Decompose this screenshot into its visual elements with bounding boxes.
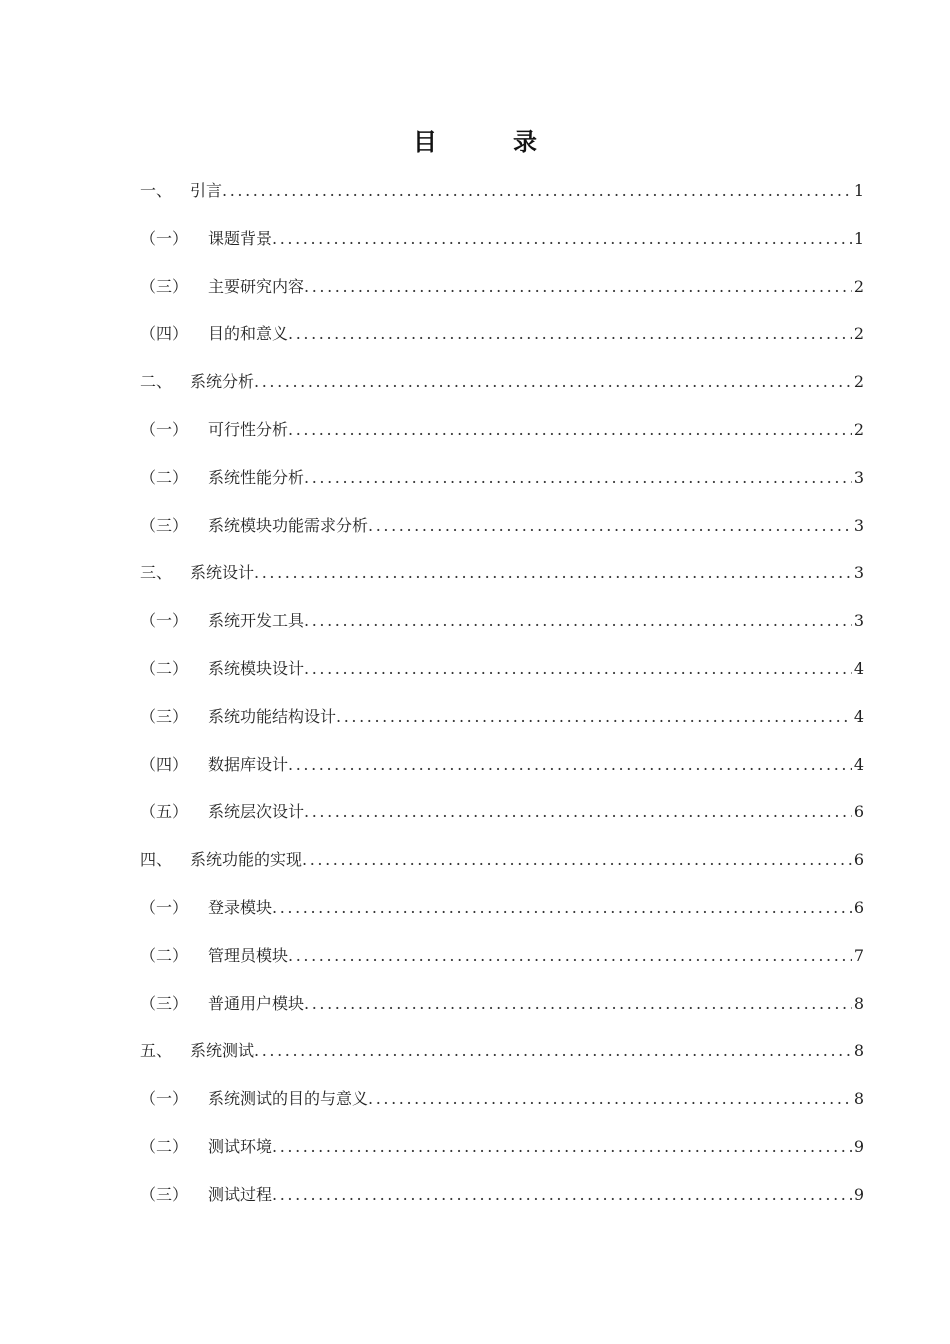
toc-entry-title: 测试环境 (208, 1136, 273, 1156)
toc-page-number: 6 (853, 897, 864, 917)
toc-entry-number: 四、 (140, 850, 173, 870)
toc-page-number: 4 (853, 754, 864, 774)
toc-entry-title: 引言 (190, 181, 223, 200)
toc-entry-testing-environment[interactable] (140, 1132, 864, 1180)
toc-page-number: 3 (853, 563, 864, 583)
toc-dot-leader (288, 415, 852, 445)
toc-page-number: 6 (853, 802, 864, 822)
toc-entry-title: 系统测试 (190, 1041, 255, 1061)
toc-dot-leader (304, 797, 852, 827)
toc-entry-number: （三） (140, 515, 189, 535)
toc-entry-title: 数据库设计 (208, 754, 289, 774)
toc-entry-requirements[interactable] (140, 511, 864, 559)
toc-entry-number: （一） (140, 228, 189, 248)
toc-entry-intro[interactable] (140, 176, 864, 224)
toc-entry-number: （五） (140, 802, 189, 822)
toc-entry-system-analysis[interactable] (140, 367, 864, 415)
toc-entry-system-design[interactable] (140, 558, 864, 606)
toc-entry-title: 目的和意义 (208, 324, 289, 344)
toc-dot-leader (272, 893, 852, 923)
toc-page-number: 2 (853, 324, 864, 344)
toc-dot-leader (254, 367, 852, 397)
toc-dot-leader (254, 1036, 852, 1066)
toc-entry-title: 管理员模块 (208, 945, 289, 965)
toc-page-number: 1 (853, 181, 864, 200)
toc-entry-purpose[interactable] (140, 319, 864, 367)
toc-entry-title: 可行性分析 (208, 419, 289, 439)
toc-page-number: 8 (853, 993, 864, 1013)
toc-page-number: 4 (853, 658, 864, 678)
toc-dot-leader (304, 654, 852, 684)
toc-entry-background[interactable] (140, 224, 864, 272)
toc-entry-system-testing[interactable] (140, 1036, 864, 1084)
toc-dot-leader (254, 558, 852, 588)
toc-entry-number: （二） (140, 945, 189, 965)
toc-page-number: 2 (853, 372, 864, 392)
toc-entry-database-design[interactable] (140, 750, 864, 798)
toc-entry-user-module[interactable] (140, 989, 864, 1037)
toc-entry-title: 普通用户模块 (208, 993, 305, 1013)
toc-page-number: 3 (853, 515, 864, 535)
toc-entry-number: （三） (140, 276, 189, 296)
toc-entry-number: （四） (140, 754, 189, 774)
toc-dot-leader (272, 224, 852, 254)
toc-entry-number: （一） (140, 1089, 189, 1109)
toc-dot-leader (288, 319, 852, 349)
toc-dot-leader (304, 606, 852, 636)
toc-page-number: 8 (853, 1041, 864, 1061)
toc-page-number: 3 (853, 611, 864, 631)
toc-page-number: 6 (853, 850, 864, 870)
toc-entry-title: 系统开发工具 (208, 611, 305, 631)
toc-entry-module-design[interactable] (140, 654, 864, 702)
toc-dot-leader (222, 176, 852, 206)
toc-entry-login-module[interactable] (140, 893, 864, 941)
toc-page-number: 1 (853, 228, 864, 248)
toc-page-number: 2 (853, 419, 864, 439)
toc-dot-leader (304, 463, 852, 493)
toc-entry-number: （一） (140, 897, 189, 917)
toc-entry-number: 一、 (140, 181, 173, 200)
toc-entry-admin-module[interactable] (140, 941, 864, 989)
toc-page-number: 9 (853, 1136, 864, 1156)
toc-entry-title: 系统功能结构设计 (208, 706, 337, 726)
toc-entry-number: （一） (140, 419, 189, 439)
toc-entry-title: 系统层次设计 (208, 802, 305, 822)
toc-dot-leader (304, 272, 852, 302)
toc-dot-leader (272, 1132, 852, 1162)
toc-entry-number: （三） (140, 1184, 189, 1204)
toc-dot-leader (368, 511, 852, 541)
table-of-contents (140, 176, 864, 1228)
toc-entry-number: 二、 (140, 372, 173, 392)
toc-entry-research-content[interactable] (140, 272, 864, 320)
page-title: 目 录 (413, 127, 563, 156)
toc-dot-leader (368, 1084, 852, 1114)
toc-entry-testing-process[interactable] (140, 1180, 864, 1228)
toc-entry-testing-purpose[interactable] (140, 1084, 864, 1132)
toc-entry-title: 主要研究内容 (208, 276, 305, 296)
toc-entry-title: 系统性能分析 (208, 467, 305, 487)
toc-entry-number: （二） (140, 1136, 189, 1156)
toc-entry-title: 测试过程 (208, 1184, 273, 1204)
toc-entry-number: （二） (140, 467, 189, 487)
toc-entry-feasibility[interactable] (140, 415, 864, 463)
toc-entry-layer-design[interactable] (140, 797, 864, 845)
toc-entry-implementation[interactable] (140, 845, 864, 893)
toc-entry-number: （三） (140, 993, 189, 1013)
toc-entry-title: 系统分析 (190, 372, 255, 392)
toc-entry-title: 系统设计 (190, 563, 255, 583)
toc-entry-performance[interactable] (140, 463, 864, 511)
toc-entry-title: 系统测试的目的与意义 (208, 1089, 369, 1109)
toc-dot-leader (288, 941, 852, 971)
toc-page-number: 9 (853, 1184, 864, 1204)
toc-entry-dev-tools[interactable] (140, 606, 864, 654)
toc-entry-number: （四） (140, 324, 189, 344)
toc-entry-number: （二） (140, 658, 189, 678)
toc-entry-title: 课题背景 (208, 228, 273, 248)
toc-entry-number: （三） (140, 706, 189, 726)
toc-dot-leader (304, 989, 852, 1019)
toc-page-number: 2 (853, 276, 864, 296)
toc-dot-leader (336, 702, 852, 732)
toc-dot-leader (302, 845, 852, 875)
toc-dot-leader (288, 750, 852, 780)
toc-page-number: 4 (853, 706, 864, 726)
toc-entry-structure-design[interactable] (140, 702, 864, 750)
toc-entry-title: 系统模块功能需求分析 (208, 515, 369, 535)
toc-entry-title: 登录模块 (208, 897, 273, 917)
toc-entry-number: （一） (140, 611, 189, 631)
toc-page-number: 7 (853, 945, 864, 965)
toc-page-number: 3 (853, 467, 864, 487)
toc-entry-number: 三、 (140, 563, 173, 583)
toc-entry-title: 系统功能的实现 (190, 850, 303, 870)
toc-dot-leader (272, 1180, 852, 1210)
toc-page-number: 8 (853, 1089, 864, 1109)
toc-entry-number: 五、 (140, 1041, 173, 1061)
toc-entry-title: 系统模块设计 (208, 658, 305, 678)
